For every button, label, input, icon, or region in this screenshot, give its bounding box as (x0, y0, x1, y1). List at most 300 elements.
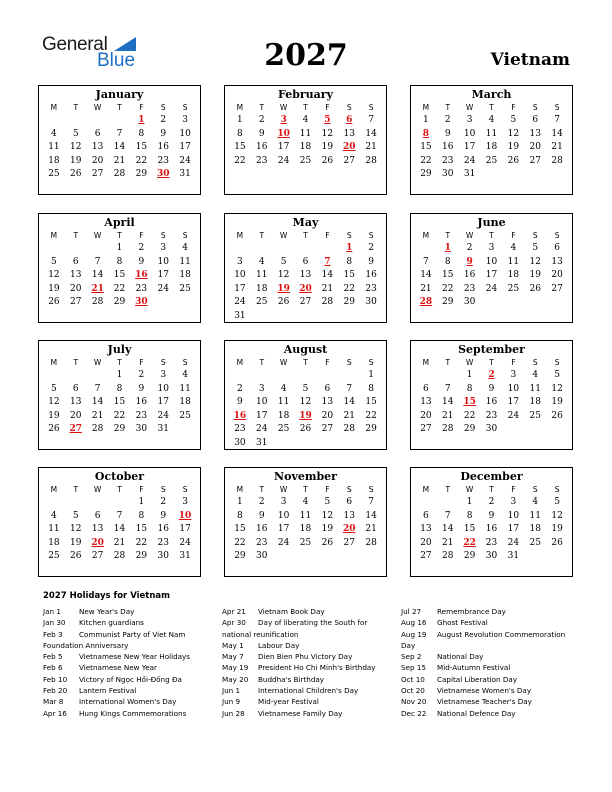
weekday-header: F (139, 358, 144, 367)
day-cell: 19 (48, 410, 60, 421)
day-cell: 31 (157, 424, 169, 435)
day-cell: 30 (157, 551, 169, 562)
day-cell: 22 (365, 410, 377, 421)
holiday-date: Dec 22 (401, 708, 427, 718)
day-cell: 28 (113, 169, 126, 180)
day-cell: 3 (510, 497, 517, 507)
holiday-day-cell: 22 (463, 537, 476, 548)
day-cell: 5 (51, 383, 57, 394)
weekday-header: T (117, 103, 122, 112)
day-cell: 26 (551, 410, 563, 421)
weekday-header: S (368, 485, 374, 494)
day-cell: 27 (299, 297, 312, 308)
holiday-date: Jun 28 (222, 708, 245, 718)
day-cell: 8 (444, 256, 451, 267)
day-cell: 13 (343, 128, 355, 139)
day-cell: 6 (72, 256, 79, 267)
month-title: March (471, 88, 512, 101)
day-cell: 3 (182, 497, 188, 507)
holiday-date: May 20 (222, 674, 249, 684)
empty-day-cell (43, 114, 65, 128)
holiday-name: Vietnam Book Day (258, 607, 325, 616)
day-cell: 26 (70, 551, 82, 562)
day-cell: 14 (343, 397, 355, 408)
day-cell: 23 (157, 537, 169, 548)
day-cell: 10 (463, 128, 476, 139)
day-cell: 28 (113, 551, 126, 562)
day-cell: 20 (551, 270, 563, 281)
holiday-name: Communist Party of Viet Nam (79, 629, 186, 639)
day-cell: 24 (179, 537, 191, 548)
day-cell: 18 (485, 142, 498, 153)
holiday-date: Apr 21 (222, 607, 246, 616)
day-cell: 21 (113, 537, 126, 548)
day-cell: 14 (91, 270, 104, 281)
weekday-header: W (93, 358, 102, 367)
month-january (38, 85, 201, 195)
holiday-date: Oct 10 (401, 674, 425, 684)
weekday-header: T (117, 358, 122, 367)
day-cell: 26 (48, 297, 60, 308)
weekday-header: F (325, 103, 330, 112)
day-cell: 31 (179, 551, 191, 562)
day-cell: 12 (551, 510, 563, 521)
day-cell: 13 (343, 510, 355, 521)
holiday-row (401, 674, 565, 685)
weekday-header: S (160, 485, 166, 494)
holiday-row (401, 640, 565, 651)
day-cell: 2 (138, 243, 145, 253)
day-cell: 23 (157, 155, 169, 166)
empty-day-cell (415, 242, 437, 256)
holiday-name: national reunification (222, 629, 299, 639)
day-cell: 19 (551, 397, 563, 408)
empty-day-cell (437, 496, 459, 510)
day-cell: 25 (485, 155, 498, 166)
day-grid (39, 357, 200, 437)
holiday-row (43, 696, 190, 707)
day-cell: 18 (277, 410, 290, 421)
day-cell: 16 (135, 397, 148, 408)
day-cell: 17 (463, 142, 476, 153)
day-cell: 23 (442, 155, 454, 166)
day-cell: 11 (48, 524, 60, 535)
day-cell: 12 (70, 142, 82, 153)
weekday-header: T (489, 103, 494, 112)
day-cell: 30 (463, 297, 476, 308)
day-cell: 8 (466, 383, 473, 394)
day-cell: 28 (442, 551, 454, 562)
day-cell: 7 (368, 497, 374, 507)
weekday-header: S (368, 358, 374, 367)
weekday-header: S (346, 358, 352, 367)
holiday-name: Vietnamese New Year Holidays (79, 652, 191, 662)
holiday-row (43, 708, 190, 719)
day-cell: 2 (258, 497, 265, 507)
day-cell: 31 (179, 169, 191, 180)
day-cell: 2 (466, 243, 473, 253)
day-cell: 24 (234, 297, 246, 308)
holiday-day-cell: 20 (91, 537, 104, 548)
day-cell: 10 (157, 383, 169, 394)
holiday-date: Feb 20 (43, 686, 68, 696)
day-cell: 20 (70, 410, 82, 421)
day-cell: 21 (91, 410, 104, 421)
day-cell: 25 (179, 410, 191, 421)
weekday-header: T (489, 485, 494, 494)
day-cell: 5 (51, 256, 57, 267)
day-cell: 11 (48, 142, 60, 153)
weekday-header: T (489, 231, 494, 240)
day-cell: 7 (346, 383, 353, 394)
weekday-header: S (532, 103, 538, 112)
day-cell: 27 (91, 551, 104, 562)
holiday-row (43, 662, 190, 673)
month-title: July (107, 343, 132, 356)
day-cell: 4 (51, 510, 57, 521)
day-cell: 11 (529, 510, 541, 521)
day-cell: 12 (48, 270, 60, 281)
holiday-date: Jun 9 (222, 697, 241, 707)
weekday-header: T (259, 358, 265, 367)
day-cell: 4 (510, 243, 517, 253)
day-cell: 15 (343, 270, 355, 281)
empty-day-cell (295, 242, 317, 256)
day-cell: 18 (48, 537, 60, 548)
day-cell: 3 (510, 370, 517, 380)
day-cell: 25 (256, 297, 268, 308)
day-cell: 4 (51, 128, 57, 139)
holiday-day-cell: 1 (346, 243, 353, 253)
day-cell: 5 (280, 256, 287, 267)
day-cell: 3 (466, 115, 473, 125)
day-cell: 8 (346, 256, 353, 267)
day-cell: 15 (135, 142, 148, 153)
day-cell: 11 (299, 510, 312, 521)
holiday-row (401, 617, 565, 628)
holiday-day-cell: 10 (178, 510, 192, 521)
day-cell: 25 (179, 283, 191, 294)
day-cell: 29 (365, 424, 377, 435)
weekday-header: S (554, 485, 560, 494)
day-cell: 16 (442, 142, 454, 153)
day-cell: 10 (179, 128, 191, 139)
day-cell: 29 (113, 297, 126, 308)
day-cell: 22 (234, 537, 246, 548)
month-september (410, 340, 573, 450)
day-cell: 25 (299, 537, 312, 548)
day-cell: 6 (532, 115, 539, 125)
day-cell: 23 (463, 283, 476, 294)
day-cell: 12 (507, 128, 520, 139)
holiday-day-cell: 6 (346, 115, 353, 125)
weekday-header: F (325, 485, 330, 494)
day-cell: 4 (532, 370, 539, 380)
empty-day-cell (316, 242, 338, 256)
holiday-row (43, 617, 190, 628)
day-cell: 25 (529, 537, 541, 548)
day-cell: 14 (365, 128, 377, 139)
holiday-row (222, 606, 376, 617)
day-cell: 17 (234, 283, 246, 294)
day-cell: 3 (160, 243, 167, 253)
holiday-name: Vietnamese Teacher's Day (437, 697, 532, 707)
holiday-date: May 7 (222, 652, 244, 662)
day-cell: 1 (237, 115, 243, 125)
month-title: April (104, 216, 135, 229)
day-cell: 21 (551, 142, 563, 153)
holiday-date: Feb 3 (43, 629, 63, 639)
empty-day-cell (251, 242, 273, 256)
holiday-name: Hung Kings Commemorations (79, 708, 187, 718)
day-cell: 16 (157, 524, 169, 535)
holiday-day-cell: 30 (135, 297, 148, 308)
weekday-header: M (236, 103, 244, 112)
day-cell: 27 (70, 297, 82, 308)
day-cell: 8 (237, 510, 243, 521)
day-cell: 28 (365, 537, 377, 548)
holiday-row (43, 674, 190, 685)
day-cell: 9 (488, 510, 495, 521)
day-cell: 6 (423, 510, 429, 521)
day-cell: 23 (135, 410, 148, 421)
day-cell: 21 (365, 142, 377, 153)
weekday-header: T (259, 485, 265, 494)
day-cell: 17 (507, 524, 520, 535)
weekday-header: M (236, 358, 244, 367)
day-cell: 3 (237, 256, 243, 267)
day-cell: 26 (507, 155, 520, 166)
holiday-day-cell: 10 (277, 128, 290, 139)
day-cell: 22 (442, 283, 454, 294)
day-cell: 11 (256, 270, 268, 281)
day-cell: 26 (277, 297, 290, 308)
empty-day-cell (43, 242, 65, 256)
weekday-header: W (93, 231, 102, 240)
day-cell: 1 (138, 497, 145, 507)
weekday-header: M (422, 485, 430, 494)
weekday-header: M (236, 231, 244, 240)
weekday-header: M (50, 231, 58, 240)
day-cell: 27 (321, 424, 334, 435)
day-cell: 29 (442, 297, 454, 308)
day-cell: 19 (70, 537, 82, 548)
day-cell: 7 (423, 256, 429, 267)
holiday-name: Dien Bien Phu Victory Day (258, 652, 353, 662)
day-cell: 1 (368, 370, 374, 380)
empty-day-cell (87, 242, 109, 256)
day-cell: 1 (423, 115, 429, 125)
holiday-date: Nov 20 (401, 697, 427, 707)
month-april (38, 213, 201, 323)
holiday-name: International Children's Day (258, 686, 359, 696)
holiday-name: New Year's Day (79, 607, 135, 616)
weekday-header: F (139, 231, 144, 240)
day-cell: 27 (529, 155, 541, 166)
day-cell: 15 (113, 270, 126, 281)
day-cell: 29 (234, 551, 246, 562)
day-cell: 7 (116, 128, 123, 139)
day-cell: 31 (256, 437, 268, 448)
holiday-name: Vietnamese Family Day (258, 708, 343, 718)
holiday-date: Jan 1 (43, 607, 61, 616)
holiday-row (401, 662, 565, 673)
day-cell: 20 (420, 537, 432, 548)
day-cell: 4 (488, 115, 495, 125)
day-cell: 19 (321, 142, 334, 153)
day-cell: 8 (116, 383, 123, 394)
day-cell: 21 (420, 283, 432, 294)
day-cell: 9 (258, 510, 265, 521)
weekday-header: S (532, 231, 538, 240)
day-cell: 14 (91, 397, 104, 408)
holiday-row (222, 629, 376, 640)
day-cell: 17 (157, 397, 169, 408)
day-cell: 23 (365, 283, 377, 294)
day-grid (39, 230, 200, 310)
month-title: May (292, 216, 319, 229)
holiday-day-cell: 1 (444, 243, 451, 253)
holiday-date: Jun 1 (222, 686, 241, 696)
holiday-day-cell: 28 (419, 297, 433, 308)
day-cell: 5 (72, 128, 79, 139)
weekday-header: T (73, 485, 79, 494)
day-cell: 26 (299, 424, 312, 435)
holiday-day-cell: 21 (91, 283, 104, 294)
day-cell: 22 (234, 155, 246, 166)
day-cell: 1 (116, 370, 123, 380)
weekday-header: T (259, 231, 265, 240)
day-cell: 12 (321, 128, 334, 139)
day-cell: 4 (182, 370, 188, 380)
day-cell: 6 (324, 383, 331, 394)
day-grid (411, 357, 572, 437)
day-cell: 23 (256, 537, 268, 548)
day-cell: 15 (463, 524, 476, 535)
day-cell: 14 (321, 270, 334, 281)
day-cell: 6 (554, 243, 560, 253)
day-cell: 24 (507, 537, 520, 548)
holiday-day-cell: 16 (135, 270, 148, 281)
weekday-header: S (182, 231, 188, 240)
day-grid (411, 484, 572, 564)
day-cell: 10 (507, 510, 520, 521)
day-cell: 28 (442, 424, 454, 435)
day-cell: 10 (507, 383, 520, 394)
day-cell: 1 (466, 370, 473, 380)
day-cell: 23 (135, 283, 148, 294)
weekday-header: M (50, 485, 58, 494)
day-cell: 30 (365, 297, 377, 308)
weekday-header: W (465, 231, 474, 240)
empty-day-cell (338, 369, 360, 383)
day-cell: 16 (485, 524, 498, 535)
month-december (410, 467, 573, 577)
weekday-header: S (182, 358, 188, 367)
empty-day-cell (65, 114, 87, 128)
day-cell: 8 (466, 510, 473, 521)
empty-day-cell (273, 369, 295, 383)
holiday-day-cell: 1 (138, 115, 145, 125)
day-cell: 22 (135, 155, 148, 166)
weekday-header: S (160, 358, 166, 367)
empty-day-cell (229, 242, 251, 256)
day-cell: 1 (116, 243, 123, 253)
holiday-name: Kitchen guardians (79, 618, 144, 628)
day-cell: 1 (466, 497, 473, 507)
day-cell: 22 (463, 410, 476, 421)
day-cell: 25 (277, 424, 290, 435)
day-cell: 30 (485, 551, 498, 562)
day-cell: 13 (91, 524, 104, 535)
day-cell: 17 (507, 397, 520, 408)
day-cell: 3 (488, 243, 495, 253)
month-july (38, 340, 201, 450)
day-cell: 24 (277, 155, 290, 166)
holiday-row (401, 606, 565, 617)
weekday-header: S (346, 103, 352, 112)
weekday-header: T (303, 358, 308, 367)
month-title: September (458, 343, 525, 356)
day-cell: 18 (256, 283, 268, 294)
day-cell: 4 (280, 383, 287, 394)
day-cell: 9 (444, 128, 451, 139)
holiday-row (222, 640, 376, 651)
empty-day-cell (229, 369, 251, 383)
day-cell: 23 (234, 424, 246, 435)
day-cell: 4 (258, 256, 265, 267)
day-cell: 28 (551, 155, 563, 166)
day-cell: 11 (529, 383, 541, 394)
holiday-name: Buddha's Birthday (258, 674, 325, 684)
empty-day-cell (43, 369, 65, 383)
holiday-name: Capital Liberation Day (437, 674, 518, 684)
day-cell: 3 (280, 497, 287, 507)
empty-day-cell (65, 369, 87, 383)
weekday-header: T (303, 231, 308, 240)
weekday-header: S (368, 103, 374, 112)
day-cell: 28 (91, 424, 104, 435)
holidays-title: 2027 Holidays for Vietnam (43, 591, 171, 601)
holiday-name: Mid-Autumn Festival (437, 663, 511, 673)
holiday-column (43, 606, 190, 719)
day-cell: 20 (321, 410, 334, 421)
day-cell: 29 (135, 169, 148, 180)
holiday-row (43, 685, 190, 696)
weekday-header: M (50, 358, 58, 367)
holiday-day-cell: 19 (277, 283, 290, 294)
holiday-day-cell: 8 (422, 128, 430, 139)
weekday-header: S (346, 231, 352, 240)
day-cell: 26 (529, 283, 541, 294)
holiday-day-cell: 30 (156, 169, 170, 180)
day-cell: 23 (485, 537, 498, 548)
day-cell: 24 (256, 424, 268, 435)
weekday-header: F (325, 358, 330, 367)
weekday-header: W (279, 103, 288, 112)
day-cell: 12 (299, 397, 312, 408)
weekday-header: M (422, 231, 430, 240)
holiday-name: International Women's Day (79, 697, 177, 707)
empty-day-cell (295, 369, 317, 383)
day-cell: 29 (463, 551, 476, 562)
day-cell: 4 (302, 497, 309, 507)
day-cell: 28 (321, 297, 334, 308)
holiday-row (222, 617, 376, 628)
day-cell: 7 (368, 115, 374, 125)
holiday-row (222, 662, 376, 673)
day-cell: 15 (442, 270, 454, 281)
